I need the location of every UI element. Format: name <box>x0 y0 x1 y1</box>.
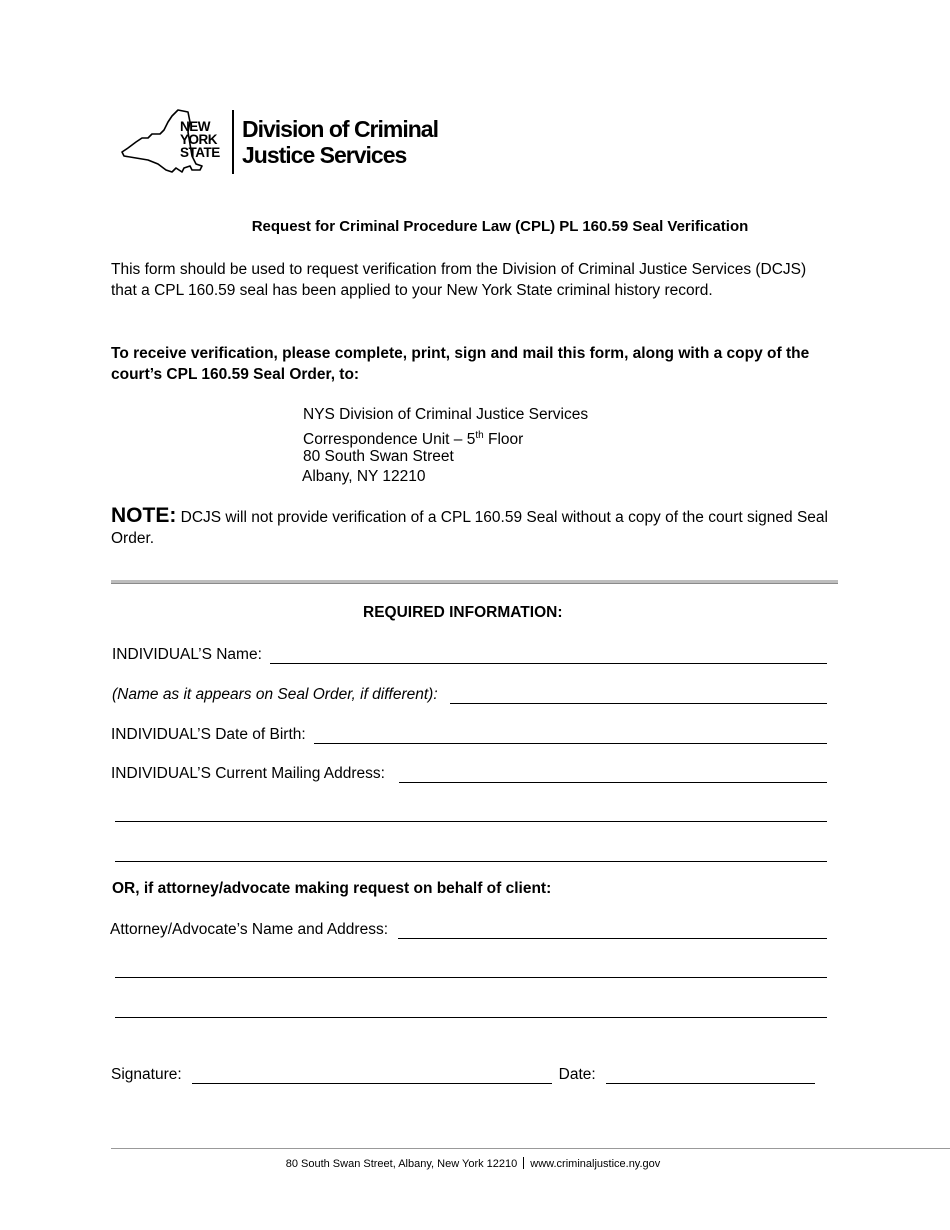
attorney-row-3 <box>113 996 827 1018</box>
dob-label: INDIVIDUAL’S Date of Birth: <box>111 726 306 743</box>
nys-word-state: STATE <box>180 145 220 160</box>
mailing-address-label: INDIVIDUAL’S Current Mailing Address: <box>111 765 385 782</box>
required-information-heading: REQUIRED INFORMATION: <box>363 604 563 621</box>
footer-website-link[interactable]: www.criminaljustice.ny.gov <box>530 1158 661 1170</box>
alt-name-field[interactable] <box>450 685 827 704</box>
logo-divider <box>232 110 234 174</box>
individual-name-label: INDIVIDUAL’S Name: <box>112 646 262 663</box>
date-field[interactable] <box>606 1065 815 1084</box>
attorney-section-heading: OR, if attorney/advocate making request on behalf of client: <box>112 880 552 897</box>
footer-separator <box>523 1157 524 1169</box>
footer-divider <box>111 1148 950 1149</box>
mailing-address-line2: Correspondence Unit – 5th Floor <box>303 430 524 449</box>
mailing-address-field-3[interactable] <box>115 843 827 862</box>
attorney-row-2 <box>113 956 827 978</box>
agency-name-line2: Justice Services <box>242 142 407 168</box>
footer <box>0 1157 946 1170</box>
mailing-address-line4: Albany, NY 12210 <box>302 468 426 485</box>
agency-name-line1: Division of Criminal <box>242 116 438 142</box>
mailing-address-line3: 80 South Swan Street <box>303 448 454 465</box>
nys-word-new: NEW <box>180 119 210 134</box>
mailing-address-row <box>111 761 827 783</box>
mailing-address-field-2[interactable] <box>115 803 827 822</box>
footer-address: 80 South Swan Street, Albany, New York 12210 <box>285 1158 518 1170</box>
signature-label: Signature: <box>111 1066 182 1083</box>
mailing-address-line1: NYS Division of Criminal Justice Services <box>303 406 589 423</box>
dob-row <box>111 722 827 744</box>
attorney-field-2[interactable] <box>115 959 827 978</box>
attorney-row <box>110 917 827 939</box>
signature-date-row <box>111 1062 827 1084</box>
individual-name-row <box>112 642 827 664</box>
dob-field[interactable] <box>314 725 827 744</box>
form-title: Request for Criminal Procedure Law (CPL) PL 160.59 Seal Verification <box>251 218 749 235</box>
nys-word-york: YORK <box>180 132 218 147</box>
section-divider <box>111 580 838 584</box>
attorney-field-1[interactable] <box>398 920 827 939</box>
intro-paragraph: This form should be used to request verification from the Division of Criminal Justice Services (DCJS) that a CPL 160.59 seal has been applied to your New York State criminal history record. <box>111 261 807 299</box>
mailing-address-row-3 <box>113 840 827 862</box>
alt-name-row <box>112 682 827 704</box>
dcjs-logo <box>118 108 458 178</box>
individual-name-field[interactable] <box>270 645 827 664</box>
date-label: Date: <box>558 1066 596 1083</box>
mailing-address-row-2 <box>113 800 827 822</box>
note-paragraph: NOTE: DCJS will not provide verification of a CPL 160.59 Seal without a copy of the court signed Seal Order. <box>111 504 828 547</box>
mailing-address-field-1[interactable] <box>399 764 827 783</box>
note-label: NOTE: <box>111 504 177 527</box>
signature-field[interactable] <box>192 1065 552 1084</box>
alt-name-label: (Name as it appears on Seal Order, if different): <box>112 686 438 703</box>
attorney-label: Attorney/Advocate’s Name and Address: <box>110 921 389 938</box>
attorney-field-3[interactable] <box>115 999 827 1018</box>
mailing-instruction: To receive verification, please complete, print, sign and mail this form, along with a copy of the court’s CPL 160.59 Seal Order, to: <box>111 345 810 383</box>
